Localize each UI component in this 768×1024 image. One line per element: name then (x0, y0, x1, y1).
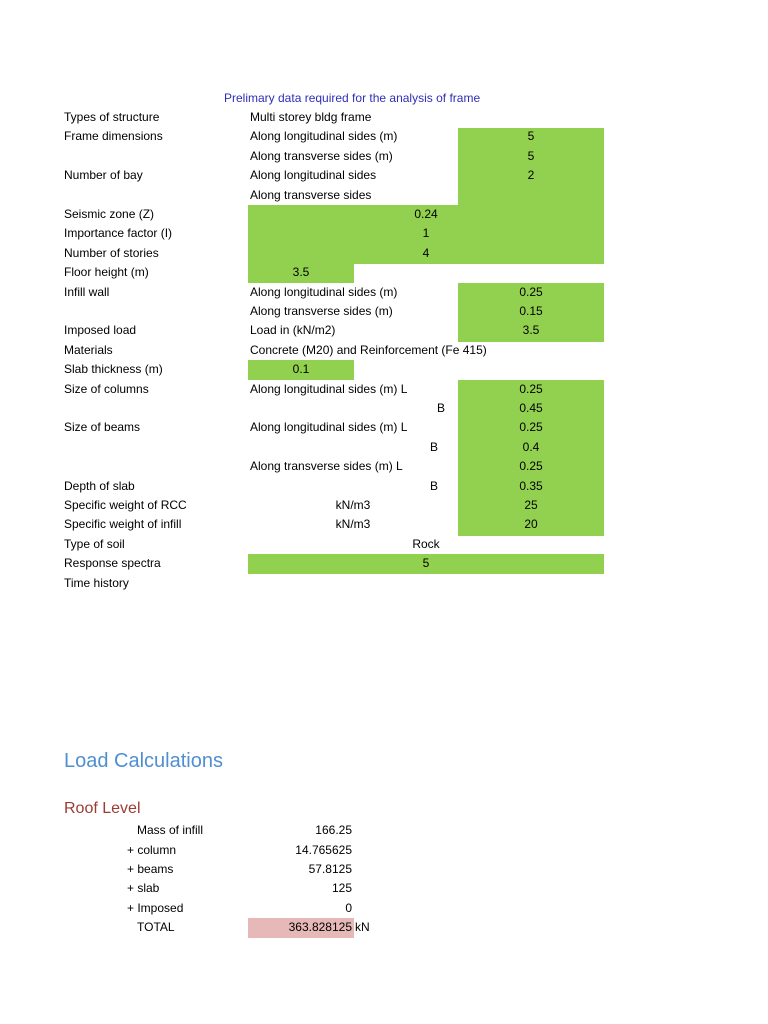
desc-structure: Multi storey bldg frame (250, 110, 372, 124)
value-beam-long-L: 0.25 (519, 420, 543, 434)
label-specific-weight-infill: Specific weight of infill (64, 517, 182, 531)
desc-col-B: B (437, 401, 446, 415)
total-label: TOTAL (137, 920, 175, 934)
label-response-spectra: Response spectra (64, 556, 161, 570)
label-specific-weight-rcc: Specific weight of RCC (64, 498, 187, 512)
value-col-L: 0.25 (519, 382, 543, 396)
value-number-of-stories: 4 (422, 246, 430, 260)
label-types-of-structure: Types of structure (64, 110, 160, 124)
page-title: Prelimary data required for the analysis of frame (224, 91, 481, 105)
load-row-value: 57.8125 (308, 862, 352, 876)
value-col-B: 0.45 (519, 401, 543, 415)
load-row-value: 166.25 (315, 823, 352, 837)
label-seismic-zone: Seismic zone (Z) (64, 207, 155, 221)
desc-infill-long: Along longitudinal sides (m) (250, 285, 398, 299)
desc-along-trans-m: Along transverse sides (m) (250, 149, 393, 163)
label-slab-thickness: Slab thickness (m) (64, 362, 163, 376)
desc-beam-long-B: B (430, 440, 439, 454)
value-rcc: 25 (524, 498, 538, 512)
value-response-spectra: 5 (422, 556, 430, 570)
value-imposed-load: 3.5 (522, 323, 540, 337)
label-number-of-stories: Number of stories (64, 246, 159, 260)
desc-beam-trans-B: B (430, 479, 439, 493)
value-bay-long: 2 (527, 168, 535, 182)
value-frame-trans: 5 (527, 149, 535, 163)
value-infill: 20 (524, 517, 538, 531)
load-row-label: + slab (127, 881, 160, 895)
load-row-value: 125 (331, 881, 352, 895)
value-seismic-zone: 0.24 (414, 207, 438, 221)
value-beam-trans-L: 0.25 (519, 459, 543, 473)
value-beam-long-B: 0.4 (522, 440, 540, 454)
label-imposed-load: Imposed load (64, 323, 137, 337)
value-infill-long: 0.25 (519, 285, 543, 299)
label-size-of-beams: Size of beams (64, 420, 141, 434)
total-unit: kN (355, 920, 370, 934)
label-materials: Materials (64, 343, 113, 357)
label-time-history: Time history (64, 576, 129, 590)
value-importance-factor: 1 (422, 226, 430, 240)
label-infill-wall: Infill wall (64, 285, 110, 299)
label-depth-of-slab: Depth of slab (64, 479, 135, 493)
load-row-label: + Imposed (127, 901, 184, 915)
label-type-of-soil: Type of soil (64, 537, 125, 551)
desc-materials: Concrete (M20) and Reinforcement (Fe 415) (250, 343, 487, 357)
roof-level-heading: Roof Level (64, 800, 141, 817)
value-floor-height: 3.5 (292, 265, 310, 279)
load-row-label: + beams (127, 862, 174, 876)
desc-along-long: Along longitudinal sides (250, 168, 377, 182)
label-importance-factor: Importance factor (I) (64, 226, 173, 240)
desc-col-long-L: Along longitudinal sides (m) L (250, 382, 408, 396)
value-infill-trans: 0.15 (519, 304, 543, 318)
load-row-label: + column (127, 843, 177, 857)
desc-beam-trans-L: Along transverse sides (m) L (250, 459, 403, 473)
value-slab-thickness: 0.1 (292, 362, 310, 376)
desc-along-trans: Along transverse sides (250, 188, 372, 202)
load-row-value: 14.765625 (295, 843, 352, 857)
desc-along-long-m: Along longitudinal sides (m) (250, 129, 398, 143)
load-row-value: 0 (345, 901, 352, 915)
label-size-of-columns: Size of columns (64, 382, 149, 396)
load-row-label: Mass of infill (137, 823, 204, 837)
label-floor-height: Floor height (m) (64, 265, 149, 279)
desc-infill-trans: Along transverse sides (m) (250, 304, 393, 318)
desc-load-in: Load in (kN/m2) (250, 323, 336, 337)
total-value: 363.828125 (288, 920, 352, 934)
desc-rcc-unit: kN/m3 (335, 498, 371, 512)
desc-soil: Rock (412, 537, 440, 551)
value-frame-long: 5 (527, 129, 535, 143)
value-beam-trans-B: 0.35 (519, 479, 543, 493)
desc-infill-unit: kN/m3 (335, 517, 371, 531)
desc-beam-long-L: Along longitudinal sides (m) L (250, 420, 408, 434)
label-number-of-bay: Number of bay (64, 168, 143, 182)
load-calculations-heading: Load Calculations (64, 750, 223, 772)
label-frame-dimensions: Frame dimensions (64, 129, 163, 143)
